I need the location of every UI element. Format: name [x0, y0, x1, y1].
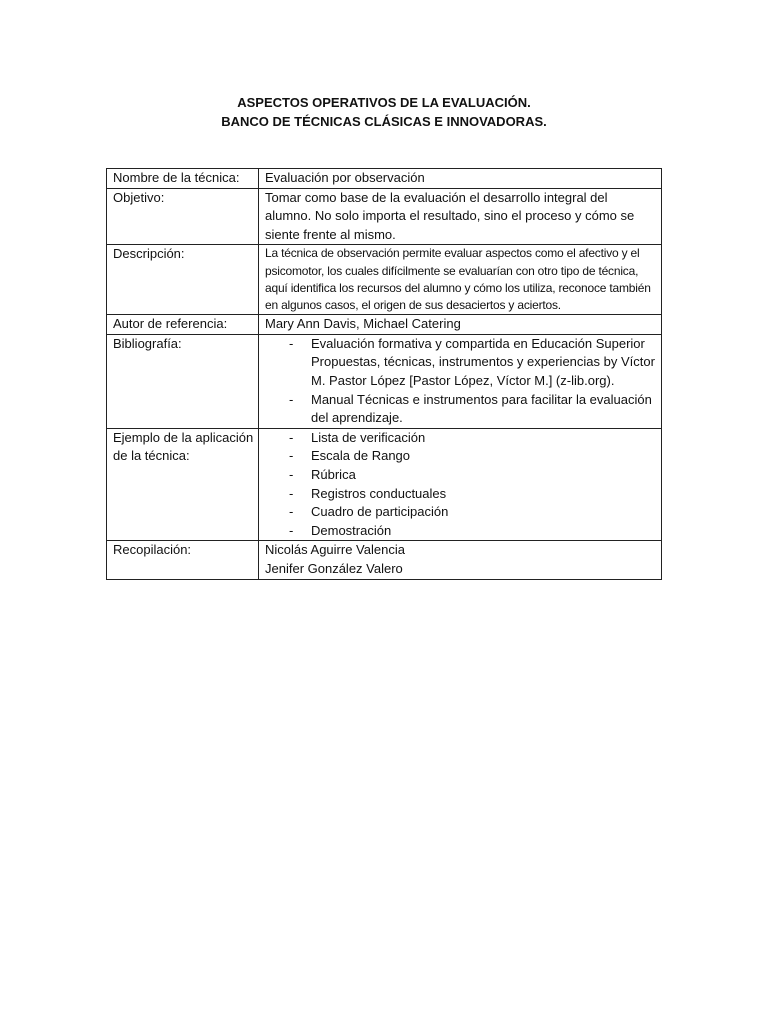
title-line-2: BANCO DE TÉCNICAS CLÁSICAS E INNOVADORAS. — [221, 114, 547, 129]
dash-bullet: - — [289, 504, 294, 520]
list-item — [265, 485, 657, 504]
dash-bullet: - — [289, 485, 294, 501]
list-item — [265, 335, 657, 391]
bibliografia-item-2: Manual Técnicas e instrumentos para facilitar la evaluación del aprendizaje. — [311, 391, 652, 426]
table-row-autor — [107, 315, 662, 335]
nombre-value: Evaluación por observación — [259, 169, 662, 189]
list-item — [265, 391, 657, 428]
dash-bullet: - — [289, 522, 294, 538]
ejemplo-item-5: Cuadro de participación — [311, 504, 449, 520]
table-row-recopilacion — [107, 541, 662, 579]
ejemplo-list — [265, 429, 657, 541]
nombre-label: Nombre de la técnica: — [107, 169, 259, 189]
table-row-descripcion — [107, 245, 662, 315]
ejemplo-value — [259, 428, 662, 541]
technique-table — [106, 168, 662, 580]
descripcion-label: Descripción: — [107, 245, 259, 315]
autor-label: Autor de referencia: — [107, 315, 259, 335]
objetivo-label: Objetivo: — [107, 188, 259, 245]
descripcion-value: La técnica de observación permite evaluar aspectos como el afectivo y el psicomotor, los cuales difícilmente se evaluarían con otro tipo de técnica, aquí identifica los recursos del alumno y cómo los utiliza, reconoce también en algunos casos, el origen de sus desaciertos y aciertos. — [259, 245, 662, 315]
recopilacion-value — [259, 541, 662, 579]
list-item — [265, 503, 657, 522]
ejemplo-item-3: Rúbrica — [311, 466, 356, 482]
table-row-nombre — [107, 169, 662, 189]
autor-value: Mary Ann Davis, Michael Catering — [259, 315, 662, 335]
dash-bullet: - — [289, 429, 294, 445]
dash-bullet: - — [289, 448, 294, 464]
document-title — [0, 93, 768, 131]
dash-bullet: - — [289, 391, 294, 407]
bibliografia-list — [265, 335, 657, 428]
recopilacion-name-1: Nicolás Aguirre Valencia — [265, 542, 405, 558]
objetivo-value: Tomar como base de la evaluación el desarrollo integral del alumno. No solo importa el resultado, sino el proceso y cómo se siente frente al mismo. — [259, 188, 662, 245]
ejemplo-item-2: Escala de Rango — [311, 448, 411, 464]
ejemplo-item-4: Registros conductuales — [311, 485, 447, 501]
recopilacion-name-2: Jenifer González Valero — [265, 560, 403, 576]
ejemplo-item-1: Lista de verificación — [311, 429, 426, 445]
bibliografia-value — [259, 334, 662, 428]
table-row-ejemplo — [107, 428, 662, 541]
list-item — [265, 522, 657, 541]
table-row-bibliografia — [107, 334, 662, 428]
title-line-1: ASPECTOS OPERATIVOS DE LA EVALUACIÓN. — [237, 95, 531, 110]
ejemplo-label: Ejemplo de la aplicación de la técnica: — [107, 428, 259, 541]
bibliografia-item-1: Evaluación formativa y compartida en Educación Superior Propuestas, técnicas, instrumentos y experiencias by Víctor M. Pastor López [Pastor López, Víctor M.] (z-lib.org). — [311, 335, 655, 388]
list-item — [265, 466, 657, 485]
list-item — [265, 429, 657, 448]
recopilacion-label: Recopilación: — [107, 541, 259, 579]
bibliografia-label: Bibliografía: — [107, 334, 259, 428]
dash-bullet: - — [289, 335, 294, 351]
list-item — [265, 447, 657, 466]
table-row-objetivo — [107, 188, 662, 245]
dash-bullet: - — [289, 466, 294, 482]
ejemplo-item-6: Demostración — [311, 522, 392, 538]
